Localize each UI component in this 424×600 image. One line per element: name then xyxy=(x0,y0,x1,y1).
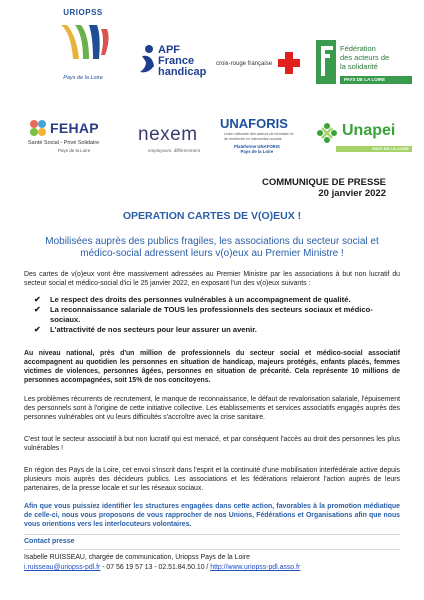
threat-paragraph: C'est tout le secteur associatif à but non lucratif qui est menacé, et par conséquent l'accès au droit des personnes les plus vulnérables ! xyxy=(24,436,400,452)
nexem-tagline: employeurs, différemment xyxy=(148,148,200,153)
federation-emblem-icon xyxy=(316,40,338,84)
unapei-logo xyxy=(316,122,416,158)
region-paragraph: En région des Pays de la Loire, cet envoi s'inscrit dans l'esprit et la continuité d'une mobilisation interfédérale active depuis plusieurs mois auprès des décideurs publics. Les associations et les fédérations relaieront l'action auprès de leurs partenaires, de la presse locale et sur les réseaux sociaux. xyxy=(24,467,400,492)
unaforis-name: UNAFORIS xyxy=(220,116,288,131)
wish-item xyxy=(34,305,394,324)
contact-person: Isabelle RUISSEAU, chargée de communication, Uriopss Pays de la Loire xyxy=(24,554,250,561)
federation-acteurs-solidarite-logo xyxy=(316,40,416,90)
check-icon: ✔ xyxy=(34,324,41,334)
wish-text: Le respect des droits des personnes vulnérables à un accompagnement de qualité. xyxy=(50,295,351,304)
unapei-name: Unapei xyxy=(342,122,396,139)
contact-divider-bottom xyxy=(24,549,400,550)
federation-region-band: PAYS DE LA LOIRE xyxy=(340,76,412,84)
national-paragraph: Au niveau national, près d'un million de professionnels du secteur social et médico-social associatif accompagnent au quotidien les personnes en situation de handicap, majeurs protégés, enfants placés, femmes victimes de violences, personnes âgées, personnes en situation de précarité. Cela représente 10 millions de personnes accompagnées, soit 15% de nos concitoyens. xyxy=(24,350,400,384)
check-icon: ✔ xyxy=(34,295,41,304)
uriopss-name: URIOPSS xyxy=(63,8,103,17)
contact-phones: - 07 56 19 57 13 - 02.51.84.50.10 / xyxy=(100,564,211,571)
press-release-header xyxy=(262,177,386,199)
wish-text: L'attractivité de nos secteurs pour leur assurer un avenir. xyxy=(50,324,257,334)
federation-line1: Fédération xyxy=(340,44,376,53)
croix-rouge-logo xyxy=(216,52,302,76)
call-to-action-paragraph: Afin que vous puissiez identifier les structures engagées dans cette action, favorables à la promotion médiatique de celle-ci, nous vous proposons de vous rapprocher de nos Unions, Fédérations et Organisations afin que nous vous orientions vers les interlocuteurs volontaires. xyxy=(24,503,400,528)
uriopss-logo xyxy=(48,8,118,98)
fehap-emblem-icon xyxy=(28,118,48,138)
page-title: OPERATION CARTES DE V(O)EUX ! xyxy=(122,210,302,222)
intro-paragraph: Des cartes de v(o)eux vont être massivement adressées au Premier Ministre par les associations à but non lucratif du secteur social et médico-social d'ici le 25 janvier 2022, en exposant l'un des v(o)eux suivants : xyxy=(24,271,400,287)
unaforis-line1: Plateforme UNAFORIS xyxy=(234,144,280,149)
contact-email-link[interactable]: i.ruisseau@uriopss-pdl.fr xyxy=(24,564,101,571)
contact-website-link[interactable]: http://www.uriopss-pdl.asso.fr xyxy=(210,564,301,571)
wish-item xyxy=(34,295,394,305)
contact-label: Contact presse xyxy=(24,538,75,545)
federation-line2: des acteurs de xyxy=(340,53,390,62)
croix-rouge-name: croix-rouge française xyxy=(216,61,273,67)
uriopss-emblem-icon xyxy=(53,19,113,73)
partner-logos xyxy=(0,0,424,172)
uriopss-tagline: Pays de la Loire xyxy=(63,75,103,81)
check-icon: ✔ xyxy=(34,305,41,315)
apf-line1: APF xyxy=(158,44,180,56)
apf-line2: France xyxy=(158,55,195,67)
apf-emblem-icon xyxy=(138,44,156,76)
wishes-list xyxy=(34,295,394,335)
apf-line3: handicap xyxy=(158,66,207,78)
wish-text: La reconnaissance salariale de TOUS les professionnels des secteurs sociaux et médico-sociaux. xyxy=(50,305,373,324)
nexem-logo xyxy=(138,124,214,160)
unaforis-platform xyxy=(234,144,280,154)
unapei-region-band: PAYS DE LA LOIRE xyxy=(336,146,412,152)
federation-name xyxy=(340,44,389,71)
nexem-name: nexem xyxy=(138,124,198,145)
page-subtitle: Mobilisées auprès des publics fragiles, les associations du secteur social et médico-social adressent leurs v(o)eux au Premier Ministre ! xyxy=(45,236,379,259)
unapei-emblem-icon xyxy=(316,122,338,144)
problems-paragraph: Les problèmes récurrents de recrutement, le manque de reconnaissance, le défaut de revalorisation salariale, l'épuisement des personnels sont à l'origine de cette initiative collective. Les établissements et services associatifs engagés auprès des personnes vulnérables ont vu leurs difficultés s'accroître avec la crise sanitaire. xyxy=(24,396,400,421)
fehap-region: Pays de la Loire xyxy=(58,148,91,153)
press-release-kind: COMMUNIQUE DE PRESSE xyxy=(261,177,386,188)
unaforis-line2: Pays de la Loire xyxy=(240,149,274,154)
contact-divider-top xyxy=(24,534,400,535)
fehap-name: FEHAP xyxy=(50,120,99,136)
press-release-date: 20 janvier 2022 xyxy=(318,188,386,199)
wish-item xyxy=(34,325,394,335)
red-cross-icon xyxy=(278,52,300,74)
unaforis-logo xyxy=(220,116,296,162)
fehap-logo xyxy=(28,118,128,162)
federation-line3: la solidarité xyxy=(340,62,378,71)
contact-details xyxy=(24,564,300,571)
apf-france-handicap-logo xyxy=(138,44,208,88)
fehap-tagline: Santé Social - Privé Solidaire xyxy=(28,140,100,146)
unaforis-tagline: Union nationale des acteurs de formation et de recherche en intervention sociale xyxy=(224,132,294,141)
